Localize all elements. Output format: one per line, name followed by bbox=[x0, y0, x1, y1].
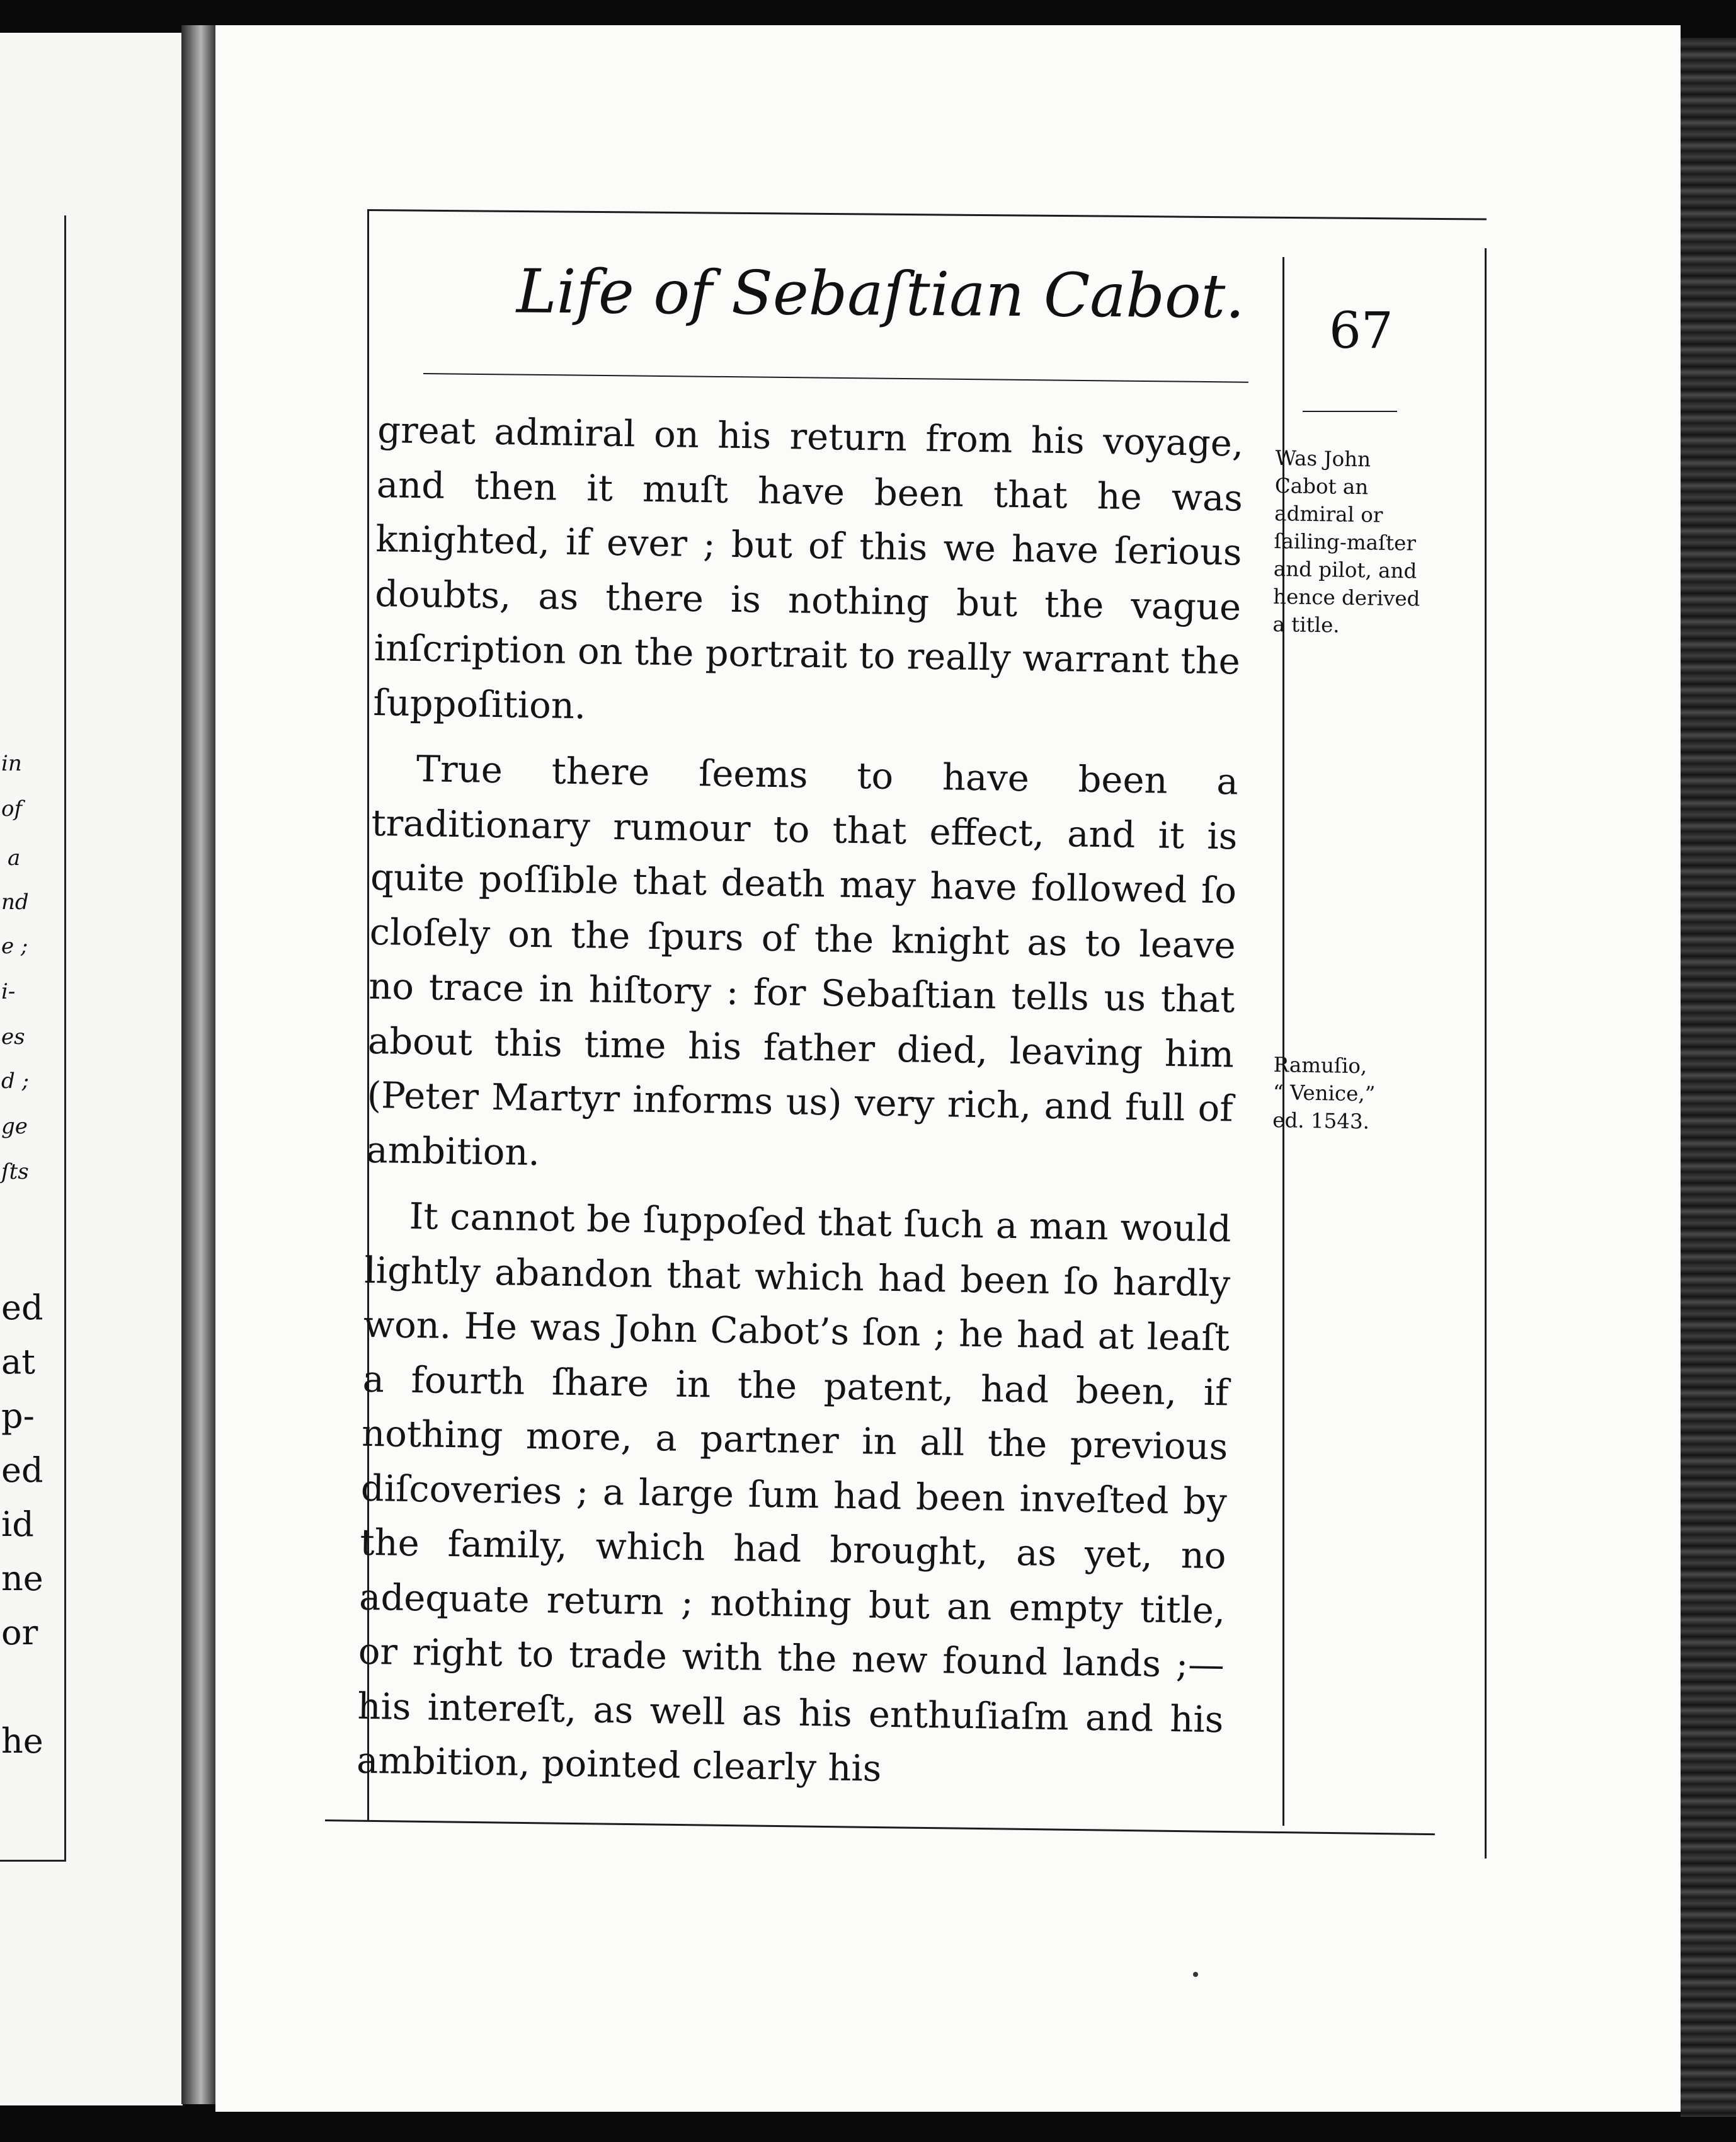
previous-page-fragment-text: p- bbox=[1, 1396, 35, 1436]
previous-page-fragment-text: ge bbox=[1, 1114, 28, 1139]
book-cover-edge bbox=[1681, 38, 1736, 2117]
previous-page-fragment-text: ed bbox=[1, 1288, 43, 1327]
previous-page-fragment-text: he bbox=[1, 1721, 43, 1761]
previous-page-fragment-text: ne bbox=[1, 1559, 43, 1598]
page-number: 67 bbox=[1329, 301, 1393, 360]
frame-right-rule bbox=[1485, 248, 1487, 1858]
paragraph: It cannot be ſuppoſed that ſuch a man would lightly abandon that which had been ſo hardly won. He was John Cabot’s ſon ; he had at leaſt a fourth ſhare in the patent, had been, if nothing more, a partner in all the previous diſcoveries ; a large ſum had been inveſted by the family, which had brought, as yet, no adequate return ; nothing but an empty title, or right to trade with the new found lands ;—his intereſt, as well as his enthuſiaſm and his ambition, pointed clearly his bbox=[356, 1194, 1232, 1790]
previous-page-fragment-text: ed bbox=[1, 1450, 43, 1490]
previous-page-fragment-text: a bbox=[8, 845, 21, 871]
previous-page-fragment-text: d ; bbox=[1, 1068, 30, 1094]
previous-page-fragment-text: i- bbox=[1, 979, 16, 1004]
previous-page-fragment-text: id bbox=[1, 1504, 34, 1544]
previous-page-fragment-text: ſts bbox=[1, 1159, 29, 1184]
previous-page-fragment-text: es bbox=[1, 1024, 25, 1050]
paragraph: True there ſeems to have been a traditionary rumour to that effect, and it is quite poſſible that death may have followed ſo cloſely on the ſpurs of the knight as to leave no trace in hiſtory : for Sebaſtian tells us that about this time his father died, leaving him (Peter Martyr informs us) very rich, and full of ambition. bbox=[365, 748, 1239, 1174]
previous-page-fragment-text: of bbox=[1, 796, 23, 822]
body-text bbox=[356, 403, 1243, 1802]
previous-page-fragment-text: e ; bbox=[1, 934, 28, 959]
page-number-rule bbox=[1303, 411, 1397, 412]
previous-page-fragment bbox=[0, 33, 183, 2105]
marginal-note: Ramuſio, “ Venice,” ed. 1543. bbox=[1272, 1052, 1376, 1134]
running-head-title: Life of Sebaſtian Cabot. bbox=[516, 256, 1245, 332]
paragraph: great admiral on his return from his voyage, and then it muſt have been that he was knighted, if ever ; but of this we have ſerious doubts, as there is nothing but the vague inſcription on the portrait to really warrant the ſuppoſition. bbox=[373, 408, 1244, 727]
previous-page-fragment-text: at bbox=[1, 1342, 35, 1382]
ink-speck bbox=[1193, 1972, 1198, 1977]
previous-page-fragment-text: nd bbox=[1, 890, 29, 915]
previous-page-fragment-text: in bbox=[1, 751, 22, 776]
book-gutter bbox=[181, 25, 217, 2104]
marginal-note: Was John Cabot an admiral or ſailing-maſter and pilot, and hence derived a title. bbox=[1272, 445, 1420, 638]
previous-page-fragment-text: or bbox=[1, 1613, 38, 1652]
